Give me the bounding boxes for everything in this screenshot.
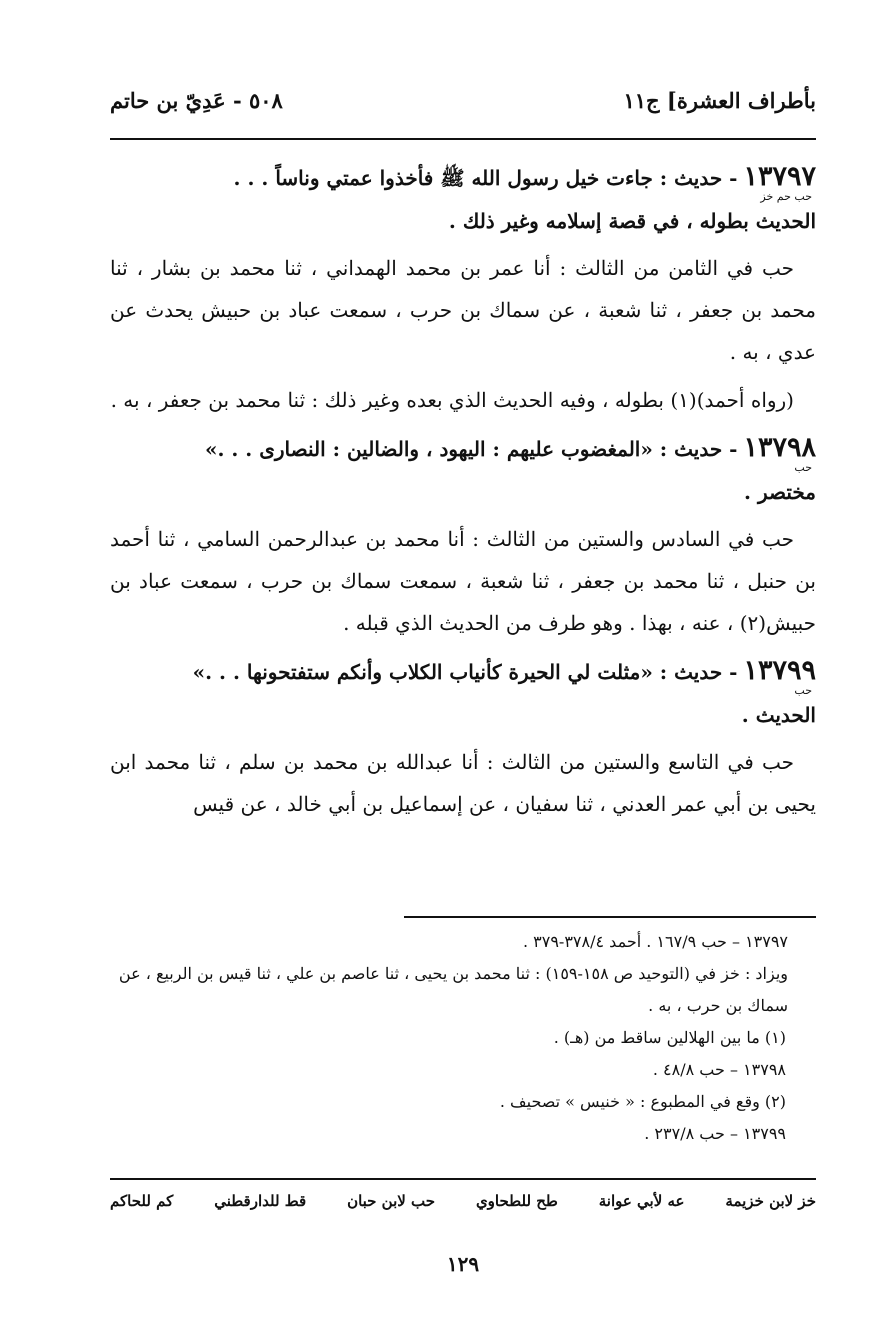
- legend-rule: [110, 1178, 816, 1180]
- abbreviation-legend: [110, 1192, 816, 1210]
- legend-item: عه لأبي عوانة: [598, 1192, 685, 1210]
- footnote-line: ١٣٧٩٨ – حب ٤٨/٨ .: [652, 1060, 786, 1079]
- isnad-paragraph: (رواه أحمد)(١) بطوله ، وفيه الحديث الذي بعده وغير ذلك : ثنا محمد بن جعفر ، به .: [110, 388, 794, 412]
- footnotes: [110, 926, 816, 1150]
- source-sigla: حب: [794, 461, 812, 474]
- hadith-heading: [110, 156, 816, 199]
- legend-item: حب لابن حبان: [347, 1192, 436, 1210]
- hadith-number: ١٣٧٩٧: [743, 161, 816, 192]
- isnad-paragraph: حب في الثامن من الثالث : أنا عمر بن محمد الهمداني ، ثنا محمد بن بشار ، ثنا محمد بن جعفر ، ثنا شعبة ، عن سماك بن حرب ، سمعت عباد بن حبيش يحدث عن عدي ، به .: [110, 256, 816, 364]
- hadith-entry: [110, 427, 816, 644]
- hadith-text: - حديث : «المغضوب عليهم : اليهود ، والضالين : النصارى . . .»: [204, 437, 738, 461]
- isnad-paragraph: حب في التاسع والستين من الثالث : أنا عبدالله بن محمد بن سلم ، ثنا محمد ابن يحيى بن أبي عمر العدني ، ثنا سفيان ، عن إسماعيل بن أبي خالد ، عن قيس: [110, 750, 816, 816]
- legend-item: قط للدارقطني: [214, 1192, 307, 1210]
- footnote-line: (٢) وقع في المطبوع : « خنيس » تصحيف .: [499, 1092, 786, 1111]
- hadith-number: ١٣٧٩٩: [743, 655, 816, 686]
- legend-item: طح للطحاوي: [475, 1192, 558, 1210]
- footnote-line: (١) ما بين الهلالين ساقط من (هـ) .: [553, 1028, 786, 1047]
- running-header: [110, 88, 816, 124]
- hadith-continuation: الحديث .: [741, 703, 816, 727]
- hadith-entry: [110, 156, 816, 421]
- header-book-title: بأطراف العشرة] ج١١: [623, 88, 816, 113]
- hadith-text: - حديث : «مثلت لي الحيرة كأنياب الكلاب وأنكم ستفتحونها . . .»: [192, 660, 738, 684]
- footnote-line: ويزاد : خز في (التوحيد ص ١٥٨-١٥٩) : ثنا محمد بن يحيى ، ثنا عاصم بن علي ، ثنا قيس بن الربيع ، عن سماك بن حرب ، به .: [118, 964, 788, 1015]
- hadith-entry: [110, 650, 816, 825]
- legend-item: خز لابن خزيمة: [725, 1192, 816, 1210]
- hadith-continuation: مختصر .: [744, 480, 816, 504]
- footnote-rule: [404, 916, 816, 918]
- main-text: [110, 150, 816, 825]
- header-rule: [110, 138, 816, 140]
- footnote-line: ١٣٧٩٧ – حب ١٦٧/٩ . أحمد ٣٧٨/٤-٣٧٩ .: [522, 932, 788, 951]
- footnote-line: ١٣٧٩٩ – حب ٢٣٧/٨ .: [644, 1124, 786, 1143]
- document-page: [110, 0, 816, 1325]
- hadith-continuation: الحديث بطوله ، في قصة إسلامه وغير ذلك .: [448, 209, 816, 233]
- source-sigla: حب حم خز: [760, 190, 812, 203]
- page-number: ١٢٩: [446, 1252, 480, 1276]
- hadith-heading: [110, 427, 816, 470]
- isnad-paragraph: حب في السادس والستين من الثالث : أنا محمد بن عبدالرحمن السامي ، ثنا أحمد بن حنبل ، ثنا محمد بن جعفر ، ثنا شعبة ، سمعت سماك بن حرب ، سمعت عباد بن حبيش(٢) ، عنه ، بهذا . وهو طرف من الحديث الذي قبله .: [110, 527, 816, 635]
- header-chapter-title: ٥٠٨ - عَدِيّ بن حاتم: [110, 88, 283, 113]
- source-sigla: حب: [794, 684, 812, 697]
- hadith-text: - حديث : جاءت خيل رسول الله ﷺ فأخذوا عمتي وناساً . . .: [233, 166, 738, 190]
- hadith-number: ١٣٧٩٨: [743, 432, 816, 463]
- legend-item: كم للحاكم: [110, 1192, 174, 1210]
- hadith-heading: [110, 650, 816, 693]
